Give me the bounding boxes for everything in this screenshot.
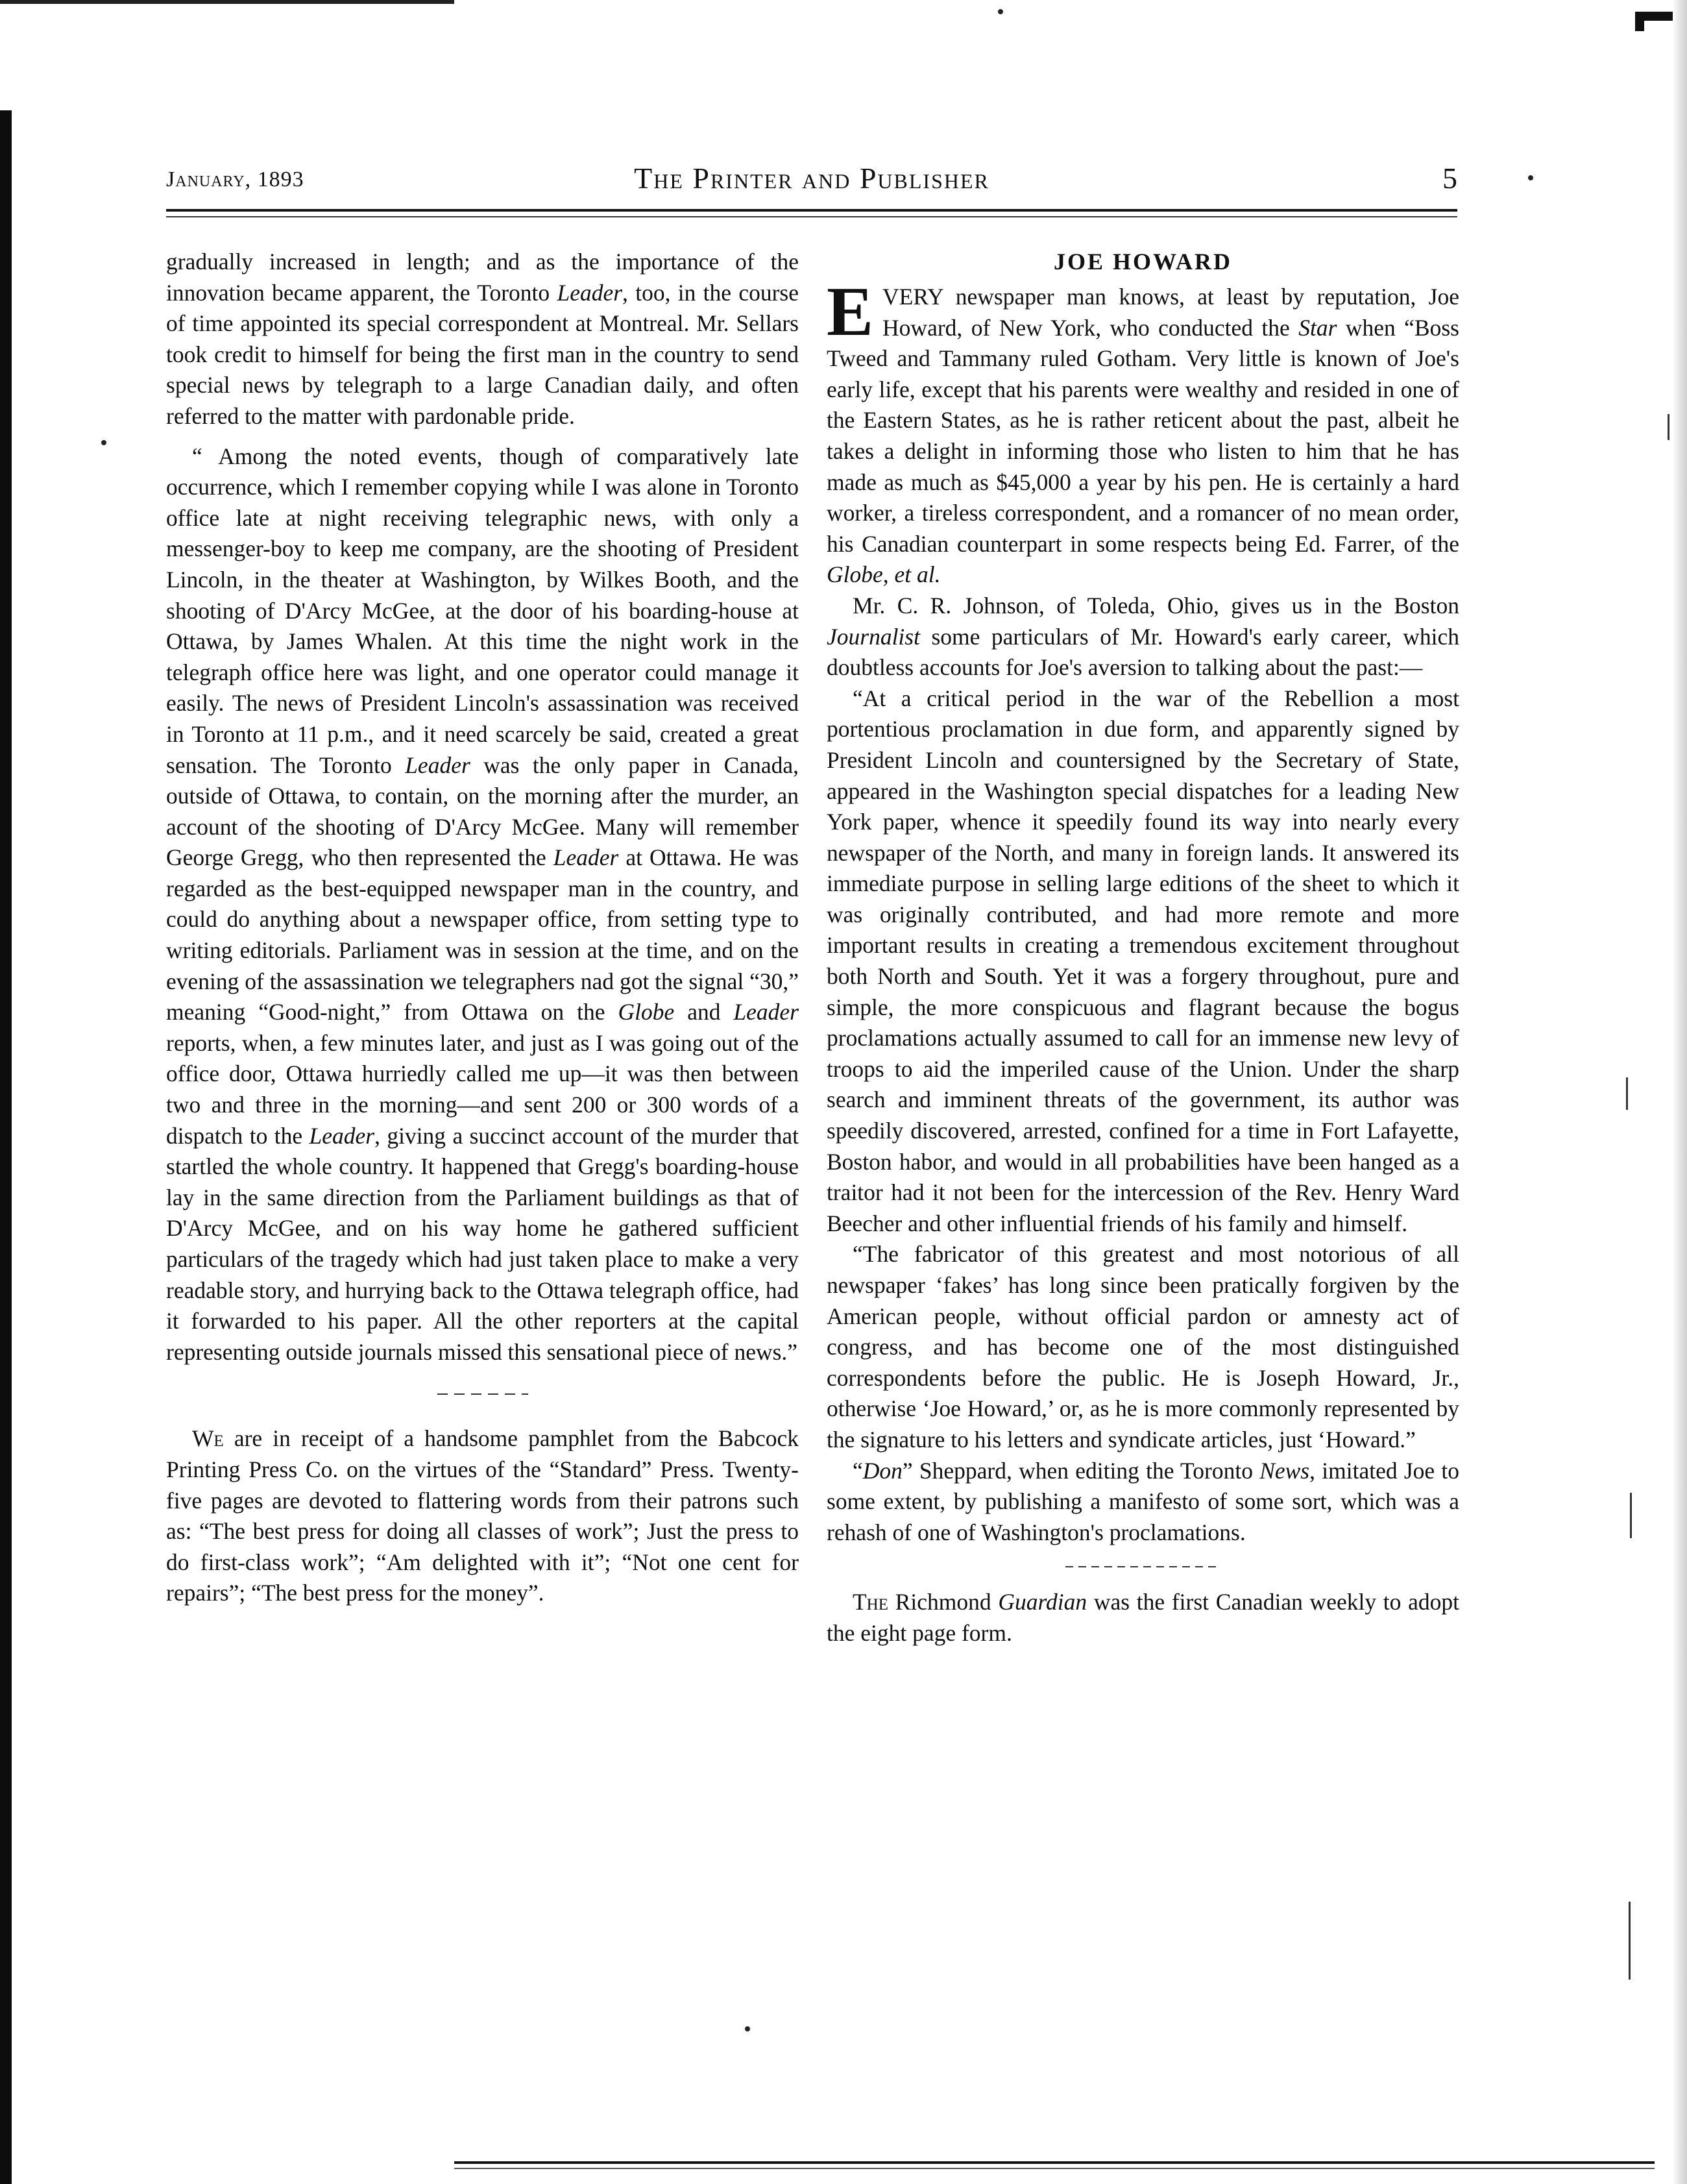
scan-corner-mark [1635,12,1674,31]
page-right-edge-shadow [1673,0,1687,2184]
joe-howard-paragraph [827,273,1459,591]
scan-mark [1629,1902,1631,1980]
issue-date: January, 1893 [166,167,304,191]
bottom-scan-rule [454,2161,1655,2164]
top-scan-rule [0,0,454,4]
section-divider [437,1393,528,1395]
header-rule [166,209,1457,212]
telegraph-article-paragraph: gradually increased in length; and as the importance of the innovation became apparent, the Toronto Leader, too, in the course of time appointed its special correspondent at Montreal. Mr. Sellars took credit to himself for being the first man in the country to send special news by telegraph to a large Canadian daily, and often referred to the matter with pardonable pride. [166,249,799,429]
joe-howard-paragraph: Mr. C. R. Johnson, of Toleda, Ohio, gives us in the Boston Journalist some particulars of Mr. Howard's early career, which doubtless accounts for Joe's aversion to talking about the past:— [827,592,1459,681]
scan-mark [1630,1493,1632,1538]
drop-cap: E [827,273,874,350]
scan-speck [998,9,1003,14]
scan-speck [1528,175,1533,180]
section-divider [1065,1566,1221,1567]
article-heading: JOE HOWARD [1053,249,1233,275]
left-column [166,247,799,1609]
joe-howard-quote-paragraph: “The fabricator of this greatest and most notorious of all newspaper ‘fakes’ has long since been pratically forgiven by the American people, without official pardon or amnesty act of congress, and has become one of the most distinguished correspondents before the public. He is Joseph Howard, Jr., otherwise ‘Joe Howard,’ or, as he is more commonly represented by the signature to his letters and syndicate articles, just ‘Howard.” [827,1241,1459,1453]
page-number: 5 [1442,162,1457,195]
scan-speck [101,440,106,445]
scan-speck [745,2026,750,2031]
scan-mark [1626,1077,1628,1110]
page-left-edge-shadow [0,110,12,2184]
publication-title: The Printer and Publisher [634,162,989,195]
right-column [827,247,1459,1649]
running-header [166,161,1457,200]
joe-howard-paragraph-text: VERY newspaper man knows, at least by reputation, Joe Howard, of New York, who conducted the Star when “Boss Tweed and Tammany ruled Gotham. Very little is known of Joe's early life, except that his parents were wealthy and resided in one of the Eastern States, as he is rather reticent about the past, albeit he takes a delight in informing those who listen to him that he has made as much as $45,000 a year by his pen. He is certainly a hard worker, a tireless correspondent, and a romancer of no mean order, his Canadian counterpart in some respects being Ed. Farrer, of the Globe, et al. [827,284,1459,588]
babcock-pamphlet-note: We are in receipt of a handsome pamphlet from the Babcock Printing Press Co. on the virtues of the “Standard” Press. Twenty-five pages are devoted to flattering words from their patrons such as: “The best press for doing all classes of work”; Just the press to do first-class work”; “Am delighted with it”; “Not one cent for repairs”; “The best press for the money”. [166,1425,799,1606]
header-rule-thin [166,216,1457,217]
bottom-scan-rule-thin [454,2168,1655,2169]
telegraph-article-paragraph: “ Among the noted events, though of comparatively late occurrence, which I remember copying while I was alone in Toronto office late at night receiving telegraphic news, with only a messenger-boy to keep me company, are the shooting of President Lincoln, in the theater at Washington, by Wilkes Booth, and the shooting of D'Arcy McGee, at the door of his boarding-house at Ottawa, by James Whalen. At this time the night work in the telegraph office here was light, and one operator could manage it easily. The news of President Lincoln's assassination was received in Toronto at 11 p.m., and it need scarcely be said, created a great sensation. The Toronto Leader was the only paper in Canada, outside of Ottawa, to contain, on the morning after the murder, an account of the shooting of D'Arcy McGee. Many will remember George Gregg, who then represented the Leader at Ottawa. He was regarded as the best-equipped newspaper man in the country, and could do anything about a newspaper office, from setting type to writing editorials. Parliament was in session at the time, and on the evening of the assassination we telegraphers nad got the signal “30,” meaning “Good-night,” from Ottawa on the Globe and Leader reports, when, a few minutes later, and just as I was going out of the office door, Ottawa hurriedly called me up—it was then between two and three in the morning—and sent 200 or 300 words of a dispatch to the Leader, giving a succinct account of the murder that startled the whole country. It happened that Gregg's boarding-house lay in the same direction from the Parliament buildings as that of D'Arcy McGee, and on his way home he gathered sufficient particulars of the tragedy which had just taken place to make a very readable story, and hurrying back to the Ottawa telegraph office, had it forwarded to his paper. All the other reporters at the capital representing outside journals missed this sensational piece of news.” [166,443,799,1365]
scan-mark [1668,414,1669,440]
joe-howard-quote-paragraph: “At a critical period in the war of the Rebellion a most portentious proclamation in due form, and apparently signed by President Lincoln and countersigned by the Secretary of State, appeared in the Washington special dispatches for a leading New York paper, whence it speedily found its way into nearly every newspaper of the North, and many in foreign lands. It answered its immediate purpose in selling large editions of the sheet to which it was originally contributed, and had more remote and more important results in creating a tremendous excitement throughout both North and South. Yet it was a forgery throughout, pure and simple, the more conspicuous and flagrant because the bogus proclamations actually assumed to call for an immense new levy of troops to aid the imperiled cause of the Union. Under the sharp search and imminent threats of the government, its author was speedily discovered, arrested, confined for a time in Fort Lafayette, Boston habor, and would in all probabilities have been hanged as a traitor had it not been for the intercession of the Rev. Henry Ward Beecher and other influential friends of his family and himself. [827,685,1459,1236]
sheppard-paragraph: “Don” Sheppard, when editing the Toronto News, imitated Joe to some extent, by publishing a manifesto of some sort, which was a rehash of one of Washington's proclamations. [827,1457,1459,1545]
richmond-guardian-note: The Richmond Guardian was the first Canadian weekly to adopt the eight page form. [827,1589,1459,1646]
